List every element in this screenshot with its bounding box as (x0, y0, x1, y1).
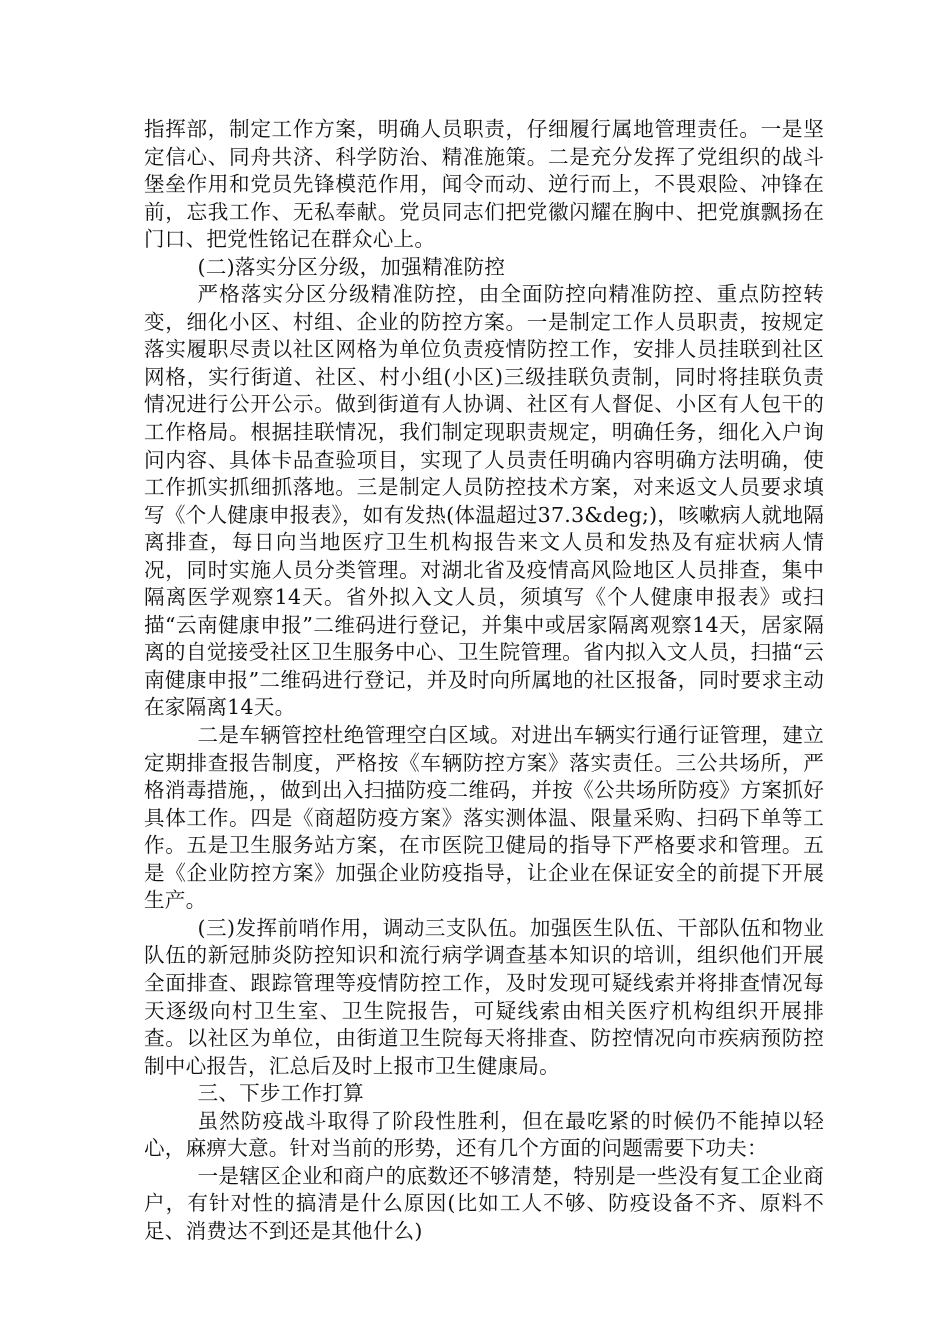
paragraph-continuation: 指挥部，制定工作方案，明确人员职责，仔细履行属地管理责任。一是坚定信心、同舟共济、科学防治、精准施策。二是充分发挥了党组织的战斗堡垒作用和党员先锋模范作用，闻令而动、逆行而上，不畏艰险、冲锋在前，忘我工作、无私奉献。党员同志们把党徽闪耀在胸中、把党旗飘扬在门口、把党性铭记在群众心上。 (144, 117, 824, 252)
paragraph-vehicles: 二是车辆管控杜绝管理空白区域。对进出车辆实行通行证管理，建立定期排查报告制度，严格按《车辆防控方案》落实责任。三公共场所，严格消毒措施，，做到出入扫描防疫二维码，并按《公共场所防疫》方案抓好具体工作。四是《商超防疫方案》落实测体温、限量采购、扫码下单等工作。五是卫生服务站方案，在市医院卫健局的指导下严格要求和管理。五是《企业防控方案》加强企业防疫指导，让企业在保证安全的前提下开展生产。 (144, 723, 824, 913)
paragraph-zoning: 严格落实分区分级精准防控，由全面防控向精准防控、重点防控转变，细化小区、村组、企业的防控方案。一是制定工作人员职责，按规定落实履职尽责以社区网格为单位负责疫情防控工作，安排人员挂联到社区网格，实行街道、社区、村小组(小区)三级挂联负责制，同时将挂联负责情况进行公开公示。做到街道有人协调、社区有人督促、小区有人包干的工作格局。根据挂联情况，我们制定现职责规定，明确任务，细化入户询问内容、具体卡品查验项目，实现了人员责任明确内容明确方法明确，使工作抓实抓细抓落地。三是制定人员防控技术方案，对来返文人员要求填写《个人健康申报表》，如有发热(体温超过37.3&deg;)，咳嗽病人就地隔离排查，每日向当地医疗卫生机构报告来文人员和发热及有症状病人情况，同时实施人员分类管理。对湖北省及疫情高风险地区人员排查，集中隔离医学观察14天。省外拟入文人员，须填写《个人健康申报表》或扫描“云南健康申报”二维码进行登记，并集中或居家隔离观察14天，居家隔离的自觉接受社区卫生服务中心、卫生院管理。省内拟入文人员，扫描“云南健康申报”二维码进行登记，并及时向所属地的社区报备，同时要求主动在家隔离14天。 (144, 282, 824, 720)
paragraph-sentinel: (三)发挥前哨作用，调动三支队伍。加强医生队伍、干部队伍和物业队伍的新冠肺炎防控知识和流行病学调查基本知识的培训，组织他们开展全面排查、跟踪管理等疫情防控工作，及时发现可疑线索并将排查情况每天逐级向村卫生室、卫生院报告，可疑线索由相关医疗机构组织开展排查。以社区为单位，由街道卫生院每天将排查、防控情况向市疾病预防控制中心报告，汇总后及时上报市卫生健康局。 (144, 915, 824, 1078)
paragraph-outlook: 虽然防疫战斗取得了阶段性胜利，但在最吃紧的时候仍不能掉以轻心，麻痹大意。针对当前的形势，还有几个方面的问题需要下功夫： (144, 1108, 824, 1161)
section-heading-2: (二)落实分区分级，加强精准防控 (197, 254, 506, 279)
document-body (144, 116, 824, 1245)
section-heading-3: 三、下步工作打算 (197, 1081, 364, 1106)
paragraph-enterprises: 一是辖区企业和商户的底数还不够清楚，特别是一些没有复工企业商户，有针对性的搞清是什么原因(比如工人不够、防疫设备不齐、原料不足、消费达不到还是其他什么) (144, 1163, 824, 1243)
